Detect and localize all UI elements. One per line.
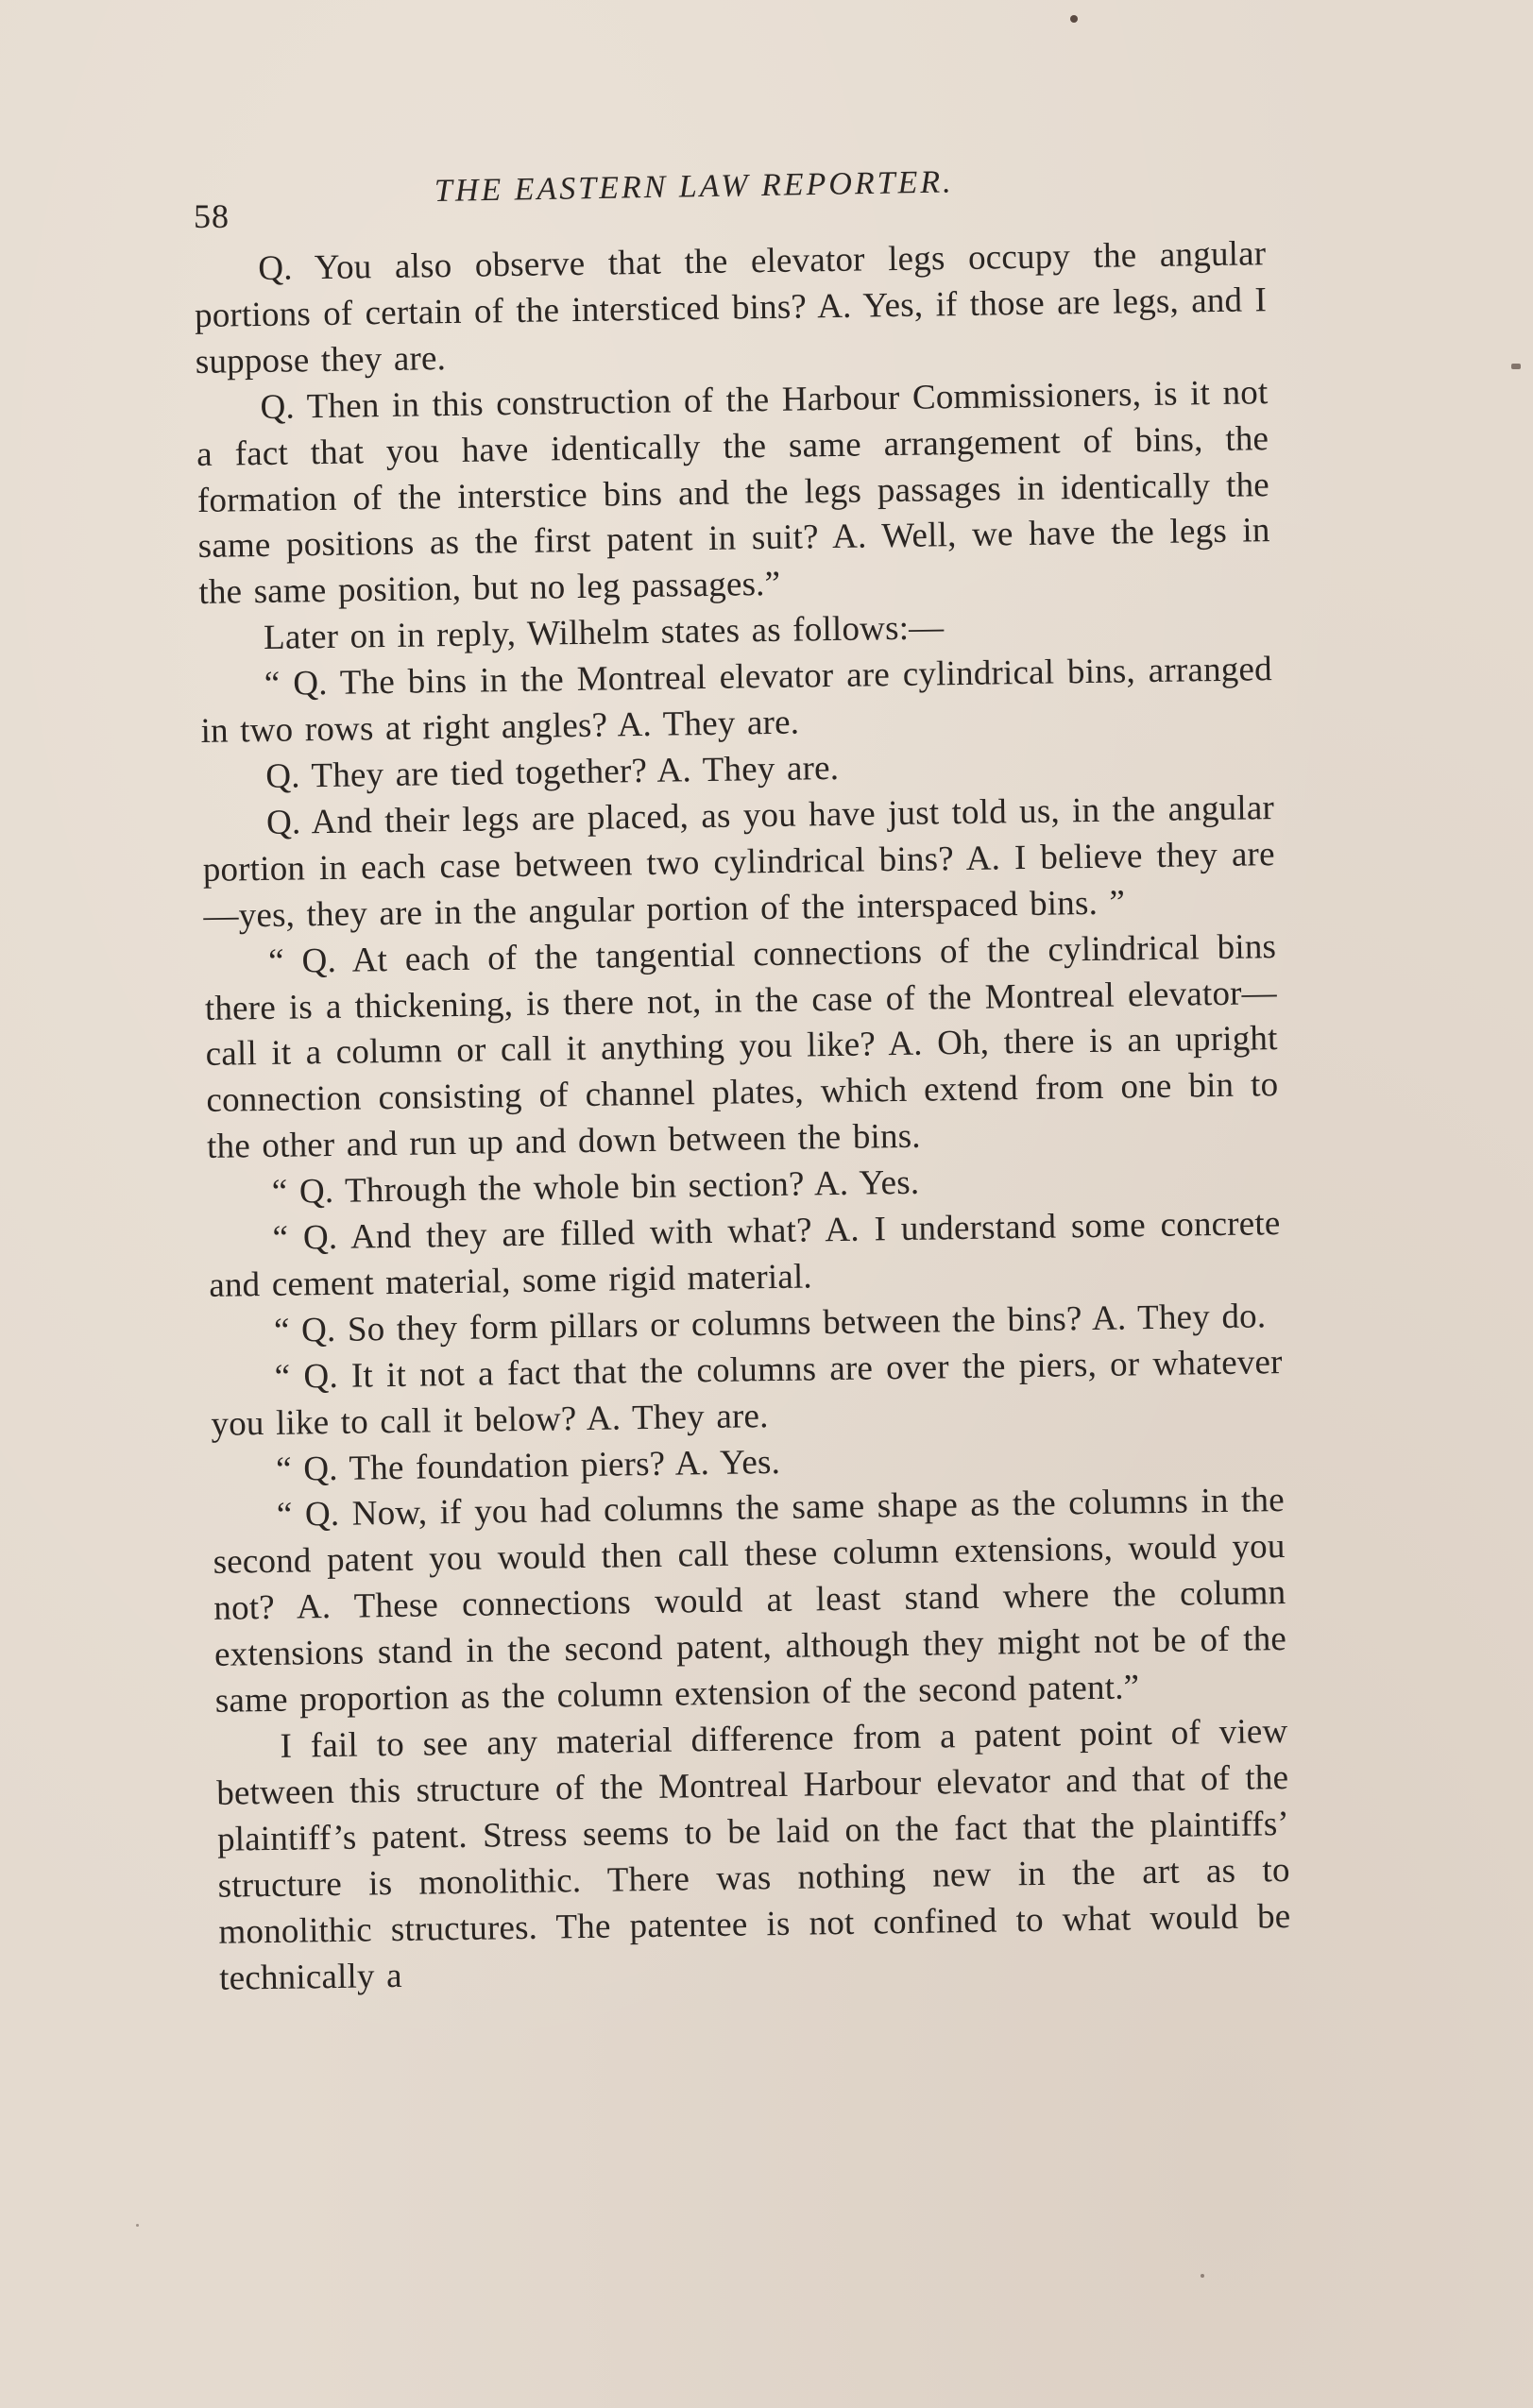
page-number: 58: [194, 197, 230, 235]
paragraph: “ Q. Now, if you had columns the same shape as the columns in the second patent you would then call these column extensions, would you not? A. These connections would at least stand where the column extensions stand in the second patent, although they might not be of the same proportion as the column extension of the second patent.”: [213, 1481, 1287, 1721]
paragraph: “ Q. So they form pillars or columns between the bins? A. They do.: [273, 1297, 1267, 1350]
paper-speck: [1201, 2274, 1204, 2278]
paragraph: “ Q. It it not a fact that the columns are over the piers, or whatever you like to call it below? A. They are.: [211, 1342, 1283, 1444]
paper-speck: [1511, 364, 1521, 369]
paragraph: Q. They are tied together? A. They are.: [265, 748, 840, 796]
paragraph: “ Q. Through the whole bin section? A. Yes.: [271, 1162, 920, 1212]
page-header: [194, 164, 1280, 235]
paragraph: “ Q. The bins in the Montreal elevator are cylindrical bins, arranged in two rows at right angles? A. They are.: [200, 650, 1273, 752]
paragraph: Q. Then in this construction of the Harbour Commissioners, is it not a fact that you have identically the same arrangement of bins, the formation of the interstice bins and the legs passages in identically the same positions as the first patent in suit? A. Well, we have the legs in the same position, but no leg passages.”: [196, 372, 1270, 613]
paragraph: I fail to see any material difference from a patent point of view between this structure of the Montreal Harbour elevator and that of the plaintiff’s patent. Stress seems to be laid on the fact that the plaintiffs’ structure is monolithic. There was nothing new in the art as to monolithic structures. The patentee is not confined to what would be technically a: [215, 1711, 1291, 1998]
paper-speck: [1070, 15, 1078, 23]
paragraph: “ Q. The foundation piers? A. Yes.: [275, 1442, 781, 1489]
paper-speck: [136, 2224, 139, 2227]
body-text: [194, 231, 1291, 2002]
running-title: THE EASTERN LAW REPORTER.: [434, 164, 954, 209]
paragraph: Later on in reply, Wilhelm states as follows:—: [263, 608, 945, 658]
paragraph: Q. You also observe that the elevator legs occupy the angular portions of certain of the intersticed bins? A. Yes, if those are legs, and I suppose they are.: [194, 234, 1268, 382]
paragraph: “ Q. At each of the tangential connections of the cylindrical bins there is a thickening, is there not, in the case of the Montreal elevator—call it a column or call it anything you like? A. Oh, there is an upright connection consisting of channel plates, which extend from one bin to the other and run up and down between the bins.: [204, 926, 1279, 1167]
paragraph: Q. And their legs are placed, as you have just told us, in the angular portion in each case between two cylindrical bins? A. I believe they are—yes, they are in the angular portion of the interspaced bins. ”: [202, 788, 1275, 936]
paragraph: “ Q. And they are filled with what? A. I understand some concrete and cement material, some rigid material.: [209, 1204, 1281, 1305]
